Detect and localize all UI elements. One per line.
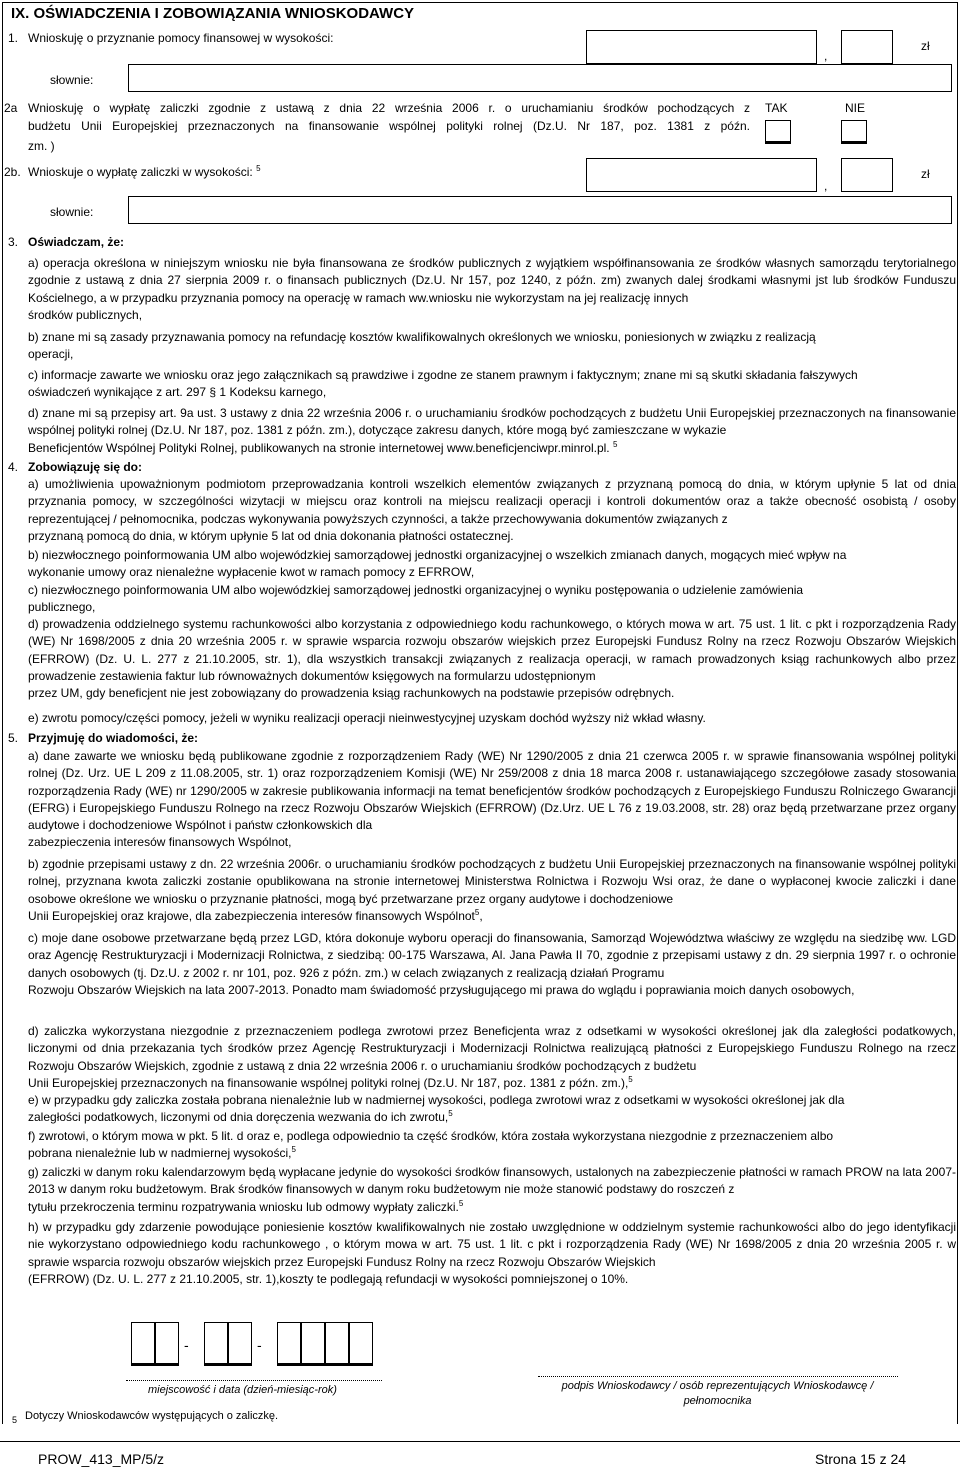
s1-currency: zł xyxy=(921,39,930,53)
date-day-2-field[interactable] xyxy=(155,1322,179,1366)
footer-rule xyxy=(0,1441,960,1442)
section-header xyxy=(2,2,958,24)
s5-item-e: e) w przypadku gdy zaliczka została pobrana nienależnie lub w nadmiernej wysokości, podlega zwrotowi wraz z odsetkami w wysokości określonej jak dla zaległości podatkowych, liczonymi od dnia doręczenia wezwania do ich zwrotu,$^5$ xyxy=(28,1093,845,1125)
s5-item-c: c) moje dane osobowe przetwarzane będą przez LGD, która dokonuje wyboru operacji do finansowania, Samorząd Województwa właściwy ze względu na siedzibę ww. LGD oraz Agencję Restrukturyzacji i Modernizacji Rolnictwa, z siedzibą: 00-175 Warszawa, Al. Jana Pawła II 70, zgodnie z przepisami ustawy z dn. 29 sierpnia 1997 r. o ochronie danych osobowych (tj. Dz.U. z 2002 r. nr 101, poz. 926 z późn. zm.) w celach związanych z realizacją działań Programu Rozwoju Obszarów Wiejskich na lata 2007-2013. Ponadto mam świadomość przysługującego mi prawa do wglądu i poprawiania moich danych osobowych, xyxy=(28,930,956,999)
date-month-2-field[interactable] xyxy=(228,1322,252,1366)
date-day-1-field[interactable] xyxy=(131,1322,155,1366)
s4-number: 4. xyxy=(8,460,19,474)
s4-item-a: a) umożliwienia upoważnionym podmiotom przeprowadzania kontroli wszelkich elementów związanych z przyznaną pomocą do dnia, w którym upłynie 5 lat od dnia przyznania pomocy, w szczególności wizytacji w miejscu oraz kontroli na miejscu realizacji operacji i kontroli dokumentów oraz a także obecność osobistą / osoby reprezentującej / pełnomocnika, podczas wykonywania powyższych czynności, a także przechowywania dokumentów związanych z przyznaną pomocą do dnia, w którym upłynie 5 lat od dnia dokonania płatności ostatecznej. xyxy=(28,476,956,545)
s2a-yes-label: TAK xyxy=(765,101,788,115)
s5-item-f-sup: 5 xyxy=(291,1145,296,1155)
date-year-1-field[interactable] xyxy=(277,1322,301,1366)
s3-item-d-last: Beneficjentów Wspólnej Polityki Rolnej, publikowanych na stronie internetowej www.beneficjenciwpr.minrol.pl. xyxy=(28,440,610,455)
s2b-amount-words-field[interactable] xyxy=(128,196,952,224)
s1-comma: , xyxy=(824,49,828,63)
s5-item-h-last: (EFRROW) (Dz. U. L. 277 z 21.10.2005, str. 1),koszty te podlegają refundacji w wysokości pomniejszonej o 10%. xyxy=(28,1271,629,1286)
s2b-number: 2b. xyxy=(4,165,21,179)
s1-amount-fraction-field[interactable] xyxy=(841,30,893,64)
s1-amount-integer-field[interactable] xyxy=(586,30,817,64)
s4-item-c-last: publicznego, xyxy=(28,600,96,615)
s4-item-d: d) prowadzenia oddzielnego systemu rachunkowości albo korzystania z odpowiedniego kodu rachunkowego, o których mowa w art. 75 ust. 1 lit. c pkt i rozporządzenia Rady (WE) Nr 1698/2005 z dnia 20 września 2005 r. w sprawie wsparcia rozwoju obszarów wiejskich przez Europejski Fundusz Rolny na rzecz Rozwoju Obszarów Wiejskich (EFRROW) (Dz. U. L. 277 z 21.10.2005, str. 1), dla wszystkich transakcji związanych z realizacja operacji, w ramach prowadzonych ksiąg rachunkowych albo przez prowadzenie zestawienia faktur lub równoważnych dokumentów księgowych na formularzu udostępnionym przez UM, gdy beneficjent nie jest zobowiązany do prowadzenia ksiąg rachunkowych na podstawie przepisów odrębnych. xyxy=(28,616,956,702)
signature-field[interactable] xyxy=(592,1320,932,1376)
date-separator-1: - xyxy=(184,1337,189,1353)
s3-heading: Oświadczam, że: xyxy=(28,235,125,249)
s4-item-b: b) niezwłocznego poinformowania UM albo wojewódzkiej samorządowej jednostki organizacyjnej o wszelkich zmianach danych, mogących mieć wpływ na wykonanie umowy oraz nienależne wypłacenie kwot w ramach pomocy z EFRROW, xyxy=(28,547,956,582)
s5-item-f-last: pobrana nienależnie lub w nadmiernej wysokości, xyxy=(28,1146,292,1161)
s5-item-d: d) zaliczka wykorzystana niezgodnie z przeznaczeniem podlega zwrotowi przez Beneficjenta wraz z odsetkami w wysokości określonej jak dla zaległości podatkowych, liczonymi od dnia przekazania tych środków przez Agencję Restrukturyzacji i Modernizacji Rolnictwa realizującą płatności z Europejskiego Funduszu Rolnego na rzecz Rozwoju Obszarów Wiejskich, zgodnie z ustawą z dnia 22 września 2006 r. o uruchamianiu środków pochodzących z budżetu Unii Europejskiej przeznaczonych na finansowanie wspólnej polityki rolnej (Dz.U. Nr 187, poz. 1381 z późn. zm.),$^5$ xyxy=(28,1024,956,1090)
s5-item-h: h) w przypadku gdy zdarzenie powodujące poniesienie kosztów kwalifikowalnych nie zostało uwzględnione w oddzielnym systemie rachunkowości albo do jego identyfikacji nie wykorzystano odpowiedniego kodu rachunkowego , o którym mowa w art. 75 ust. 1 lit. c pkt i rozporządzenia Rady (WE) Nr 1698/2005 z dnia 20 września 2005 r. w sprawie wsparcia rozwoju obszarów wiejskich przez Europejski Fundusz Rolny na rzecz Rozwoju Obszarów Wiejskich (EFRROW) (Dz. U. L. 277 z 21.10.2005, str. 1),koszty te podlegają refundacji w wysokości pomniejszonej o 10%. xyxy=(28,1219,956,1288)
section-title: IX. OŚWIADCZENIA I ZOBOWIĄZANIA WNIOSKODAWCY xyxy=(11,5,415,22)
s5-item-b-sup: 5 xyxy=(474,907,480,917)
s3-item-d: d) znane mi są przepisy art. 9a ust. 3 ustawy z dnia 22 września 2006 r. o uruchamianiu środków pochodzących z budżetu Unii Europejskiej przeznaczonych na finansowanie wspólnej polityki rolnej (Dz.U. Nr 187, poz. 1381 z późn. zm.), dotyczące zakresu danych, które mogą być zamieszczane w wykazie Beneficjentów Wspólnej Polityki Rolnej, publikowanych na stronie internetowej www.beneficjenciwpr.minrol.pl. $^5$ xyxy=(28,406,956,455)
s3-item-c-last: oświadczeń wynikające z art. 297 § 1 Kodeksu karnego, xyxy=(28,385,327,400)
s2a-line1: Wnioskuję o wypłatę zaliczki zgodnie z ustawą z dnia 22 września 2006 r. o uruchamianiu środków pochodzących z xyxy=(28,101,750,115)
s5-item-e-sup: 5 xyxy=(448,1109,453,1119)
place-date-line xyxy=(126,1380,382,1381)
s3-item-b: b) znane mi są zasady przyznawania pomocy na refundację kosztów kwalifikowalnych określonych we wniosku, poniesionych w związku z realizacją operacji, xyxy=(28,329,956,364)
s5-item-b-last: Unii Europejskiej oraz krajowe, dla zabezpieczenia interesów finansowych Wspólnot xyxy=(28,908,475,923)
s5-number: 5. xyxy=(8,731,19,745)
s4-item-a-last: przyznaną pomocą do dnia, w którym upłynie 5 lat od dnia dokonania płatności ostatecznej. xyxy=(28,528,514,543)
s2b-amount-integer-field[interactable] xyxy=(586,158,817,192)
s3-item-a-last: środków publicznych, xyxy=(28,307,143,322)
date-year-2-field[interactable] xyxy=(301,1322,325,1366)
footnote-text: Dotyczy Wnioskodawców występujących o zaliczkę. xyxy=(25,1410,279,1422)
signature-line xyxy=(538,1376,898,1377)
s5-item-e-last: zaległości podatkowych, liczonymi od dnia doręczenia wezwania do ich zwrotu, xyxy=(28,1110,449,1125)
s5-item-b: b) zgodnie przepisami ustawy z dn. 22 września 2006r. o uruchamianiu środków pochodzących z budżetu Unii Europejskiej przeznaczonych na finansowanie wspólnej polityki rolnej, przyznana kwota zaliczki zostanie opublikowana na stronie internetowej Ministerstwa Rolnictwa i Rozwoju Wsi oraz, że dane o wypłaconej kwocie zaliczki i dane osobowe określone we wniosku o przyznanie płatności, mogą być przetwarzane przez organy audytowe i dochodzeniowe Unii Europejskiej oraz krajowe, dla zabezpieczenia interesów finansowych Wspólnot$^5$, xyxy=(28,857,956,923)
s2a-number: 2a xyxy=(4,101,18,115)
s3-item-a: a) operacja określona w niniejszym wniosku nie była finansowana ze środków publicznych z wyjątkiem współfinansowania ze środków własnych samorządu terytorialnego zgodnie z ustawą z dnia 27 sierpnia 2009 r. o finansach publicznych (Dz.U. Nr 157, poz 1240, z późn. zm) zwanych dalej środkami własnymi jst lub środków Funduszu Kościelnego, a w przypadku przyznania pomocy na operację w ramach ww.wniosku nie wykorzystam na jej realizację innych środków publicznych, xyxy=(28,255,956,324)
s5-item-a-last: zabezpieczenia interesów finansowych Wspólnot, xyxy=(28,835,292,850)
footer-doc-code: PROW_413_MP/5/z xyxy=(38,1451,165,1467)
s3-number: 3. xyxy=(8,235,19,249)
s2a-line2: budżetu Unii Europejskiej przeznaczonych na finansowanie wspólnej polityki rolnej (Dz.U. Nr 187, poz. 1381 z późn. xyxy=(28,119,750,133)
s2b-sup: 5 xyxy=(256,164,261,173)
s4-item-e: e) zwrotu pomocy/części pomocy, jeżeli w wyniku realizacji operacji nieinwestycyjnej uzyskam dochód wyższy niż wkład własny. xyxy=(28,711,706,725)
place-date-label: miejscowość i data (dzień-miesiąc-rok) xyxy=(148,1384,337,1396)
date-year-4-field[interactable] xyxy=(349,1322,373,1366)
s2b-text: Wnioskuje o wypłatę zaliczki w wysokości: xyxy=(28,165,253,179)
s5-item-f: f) zwrotowi, o którym mowa w pkt. 5 lit. d oraz e, podlega odpowiednio ta część środków, która została wykorzystana niezgodnie z przeznaczeniem albo pobrana nienależnie lub w nadmiernej wysokości,$^5$ xyxy=(28,1129,834,1161)
date-separator-2: - xyxy=(257,1337,262,1353)
s1-words-label: słownie: xyxy=(50,73,94,87)
s3-item-c: c) informacje zawarte we wniosku oraz jego załącznikach są prawdziwe i zgodne ze stanem prawnym i faktycznym; znane mi są skutki składania fałszywych oświadczeń wynikające z art. 297 § 1 Kodeksu karnego, xyxy=(28,367,956,402)
s2a-yes-checkbox[interactable] xyxy=(765,120,791,144)
s2b-comma: , xyxy=(824,179,828,193)
date-year-3-field[interactable] xyxy=(325,1322,349,1366)
s5-item-g-sup: 5 xyxy=(458,1198,464,1208)
s5-heading: Przyjmuję do wiadomości, że: xyxy=(28,731,199,745)
s1-amount-words-field[interactable] xyxy=(128,64,952,92)
s5-item-g-last: tytułu przekroczenia terminu rozpatrywania wniosku lub odmowy wypłaty zaliczki. xyxy=(28,1199,459,1214)
date-month-1-field[interactable] xyxy=(204,1322,228,1366)
s4-item-b-last: wykonanie umowy oraz nienależne wypłacenie kwot w ramach pomocy z EFRROW, xyxy=(28,565,475,580)
s2b-amount-fraction-field[interactable] xyxy=(841,158,893,192)
s4-item-d-last: przez UM, gdy beneficjent nie jest zobowiązany do prowadzenia ksiąg rachunkowych na podstawie przepisów odrębnych. xyxy=(28,686,675,701)
s2b-text-wrap xyxy=(28,164,261,181)
s4-item-c: c) niezwłocznego poinformowania UM albo wojewódzkiej samorządowej jednostki organizacyjnej o wyniku postępowania o udzielenie zamówienia publicznego, xyxy=(28,582,956,617)
s5-item-d-last: Unii Europejskiej przeznaczonych na finansowanie wspólnej polityki rolnej (Dz.U. Nr 187, poz. 1381 z późn. zm.), xyxy=(28,1075,629,1090)
s4-heading: Zobowiązuję się do: xyxy=(28,460,143,474)
s1-text: Wnioskuję o przyznanie pomocy finansowej w wysokości: xyxy=(28,31,334,45)
s2b-currency: zł xyxy=(921,167,930,181)
s3-item-b-last: operacji, xyxy=(28,347,74,362)
signature-label: podpis Wnioskodawcy / osób reprezentujących Wnioskodawcę / pełnomocnika xyxy=(561,1380,874,1407)
s5-item-g: g) zaliczki w danym roku kalendarzowym będą wypłacane jedynie do wysokości środków finansowych, ustalonych na zabezpieczenie płatności w ramach PROW na lata 2007-2013 w danym roku budżetowym. Brak środków finansowych w danym roku budżetowym nie może stanowić podstawy do roszczeń z tytułu przekroczenia terminu rozpatrywania wniosku lub odmowy wypłaty zaliczki.$^5$ xyxy=(28,1165,956,1214)
footnote-number: 5 xyxy=(12,1415,18,1425)
s1-number: 1. xyxy=(8,31,19,45)
s2a-no-checkbox[interactable] xyxy=(841,120,867,144)
s5-item-c-last: Rozwoju Obszarów Wiejskich na lata 2007-2013. Ponadto mam świadomość przysługującego mi prawa do wglądu i poprawiania moich danych osobowych, xyxy=(28,982,855,997)
s2a-no-label: NIE xyxy=(845,101,866,115)
footer-page-number: Strona 15 z 24 xyxy=(815,1451,907,1467)
s2b-words-label: słownie: xyxy=(50,205,94,219)
s3-item-d-sup: 5 xyxy=(612,439,618,449)
s2a-line3: zm. ) xyxy=(28,139,55,153)
s5-item-d-sup: 5 xyxy=(628,1074,633,1084)
s5-item-a: a) dane zawarte we wniosku będą publikowane zgodnie z rozporządzeniem Rady (WE) Nr 1290/2005 z dnia 21 czerwca 2005 r. w sprawie finansowania wspólnej polityki rolnej (Dz. Urz. UE L 209 z 11.08.2005, str. 1) oraz rozporządzeniem Komisji (WE) Nr 259/2008 z dnia 18 marca 2008 r. ustanawiającego szczegółowe zasady stosowania rozporządzenia Rady (WE) nr 1290/2005 w zakresie publikowania informacji na temat beneficjentów środków pochodzących z Europejskiego Funduszu Rolniczego Gwarancji (EFRG) i Europejskiego Funduszu Rolnego na rzecz Rozwoju Obszarów Wiejskich (EFRROW) (Dz.Urz. UE L 76 z 19.03.2008, str. 28) oraz będą przetwarzane przez organy audytowe i dochodzeniowe Wspólnot i państw członkowskich dla zabezpieczenia interesów finansowych Wspólnot, xyxy=(28,748,956,852)
